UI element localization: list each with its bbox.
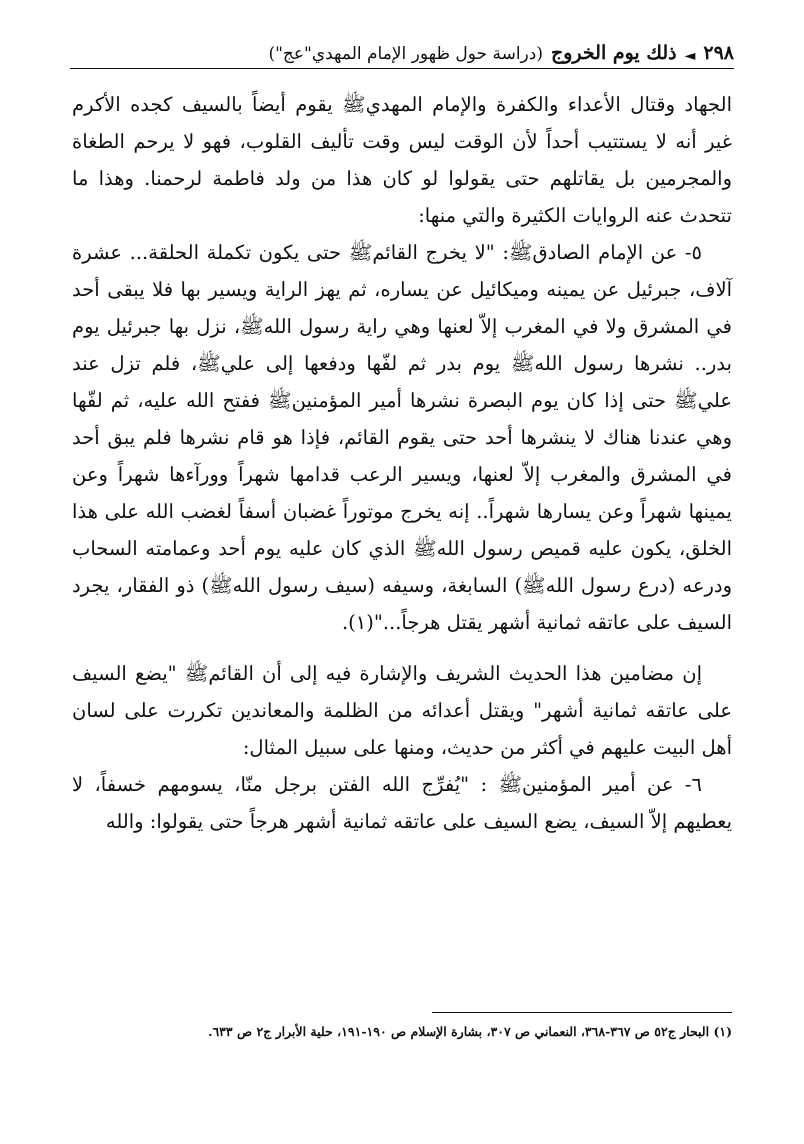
page-number: ٢٩٨ xyxy=(703,42,734,64)
paragraph-2: ٥- عن الإمام الصادقﷺ: "لا يخرج القائمﷺ حتى يكون تكملة الحلقة... عشرة آلاف، جبرئيل عن يمينه وميكائيل عن يساره، ثم يهز الراية ويسير بها فلا يبقى أحد في المشرق ولا في المغرب إلاّ لعنها وهي راية رسول اللهﷺ، نزل بها جبرئيل يوم بدر.. نشرها رسول اللهﷺ يوم بدر ثم لفّها ودفعها إلى عليﷺ، فلم تزل عند عليﷺ حتى إذا كان يوم البصرة نشرها أمير المؤمنينﷺ ففتح الله عليه، ثم لفّها وهي عندنا هناك لا ينشرها أحد حتى يقوم القائم، فإذا هو قام نشرها فلم يبق أحد في المشرق والمغرب إلاّ لعنها، ويسير الرعب قدامها شهراً وورآءها شهراً وعن يمينها شهراً وعن يسارها شهراً.. إنه يخرج موتوراً غضبان أسفاً لغضب الله على هذا الخلق، يكون عليه قميص رسول اللهﷺ الذي كان عليه يوم أحد وعمامته السحاب ودرعه (درع رسول اللهﷺ) السابغة، وسيفه (سيف رسول اللهﷺ) ذو الفقار، يجرد السيف على عاتقه ثمانية أشهر يقتل هرجاً..."(١). xyxy=(72,241,732,634)
book-title: ذلك يوم الخروج xyxy=(550,42,677,64)
running-header xyxy=(70,30,734,69)
paragraph-4: ٦- عن أمير المؤمنينﷺ : "يُفرِّج الله الفتن برجل منّا، يسومهم خسفاً، لا يعطيهم إلاّ السيف، يضع السيف على عاتقه ثمانية أشهر هرجاً حتى يقولوا: والله xyxy=(72,773,732,833)
footnote: (١) البحار ج٥٢ ص ٣٦٧-٣٦٨، النعماني ص ٣٠٧، بشارة الإسلام ص ١٩٠-١٩١، حلية الأبرار ج٢ ص ٦٣٣. xyxy=(208,1024,732,1039)
footnote-divider xyxy=(432,1012,732,1013)
paragraph-3: إن مضامين هذا الحديث الشريف والإشارة فيه إلى أن القائمﷺ "يضع السيف على عاتقه ثمانية أشهر" ويقتل أعدائه من الظلمة والمعاندين تكررت على لسان أهل البيت عليهم في أكثر من حديث، ومنها على سبيل المثال: xyxy=(72,662,732,759)
main-text xyxy=(72,86,732,840)
header-arrow-icon: ◄ xyxy=(684,48,696,64)
book-subtitle: (دراسة حول ظهور الإمام المهدي"عج") xyxy=(268,44,543,64)
paragraph-1: الجهاد وقتال الأعداء والكفرة والإمام المهديﷺ يقوم أيضاً بالسيف كجده الأكرم غير أنه لا يستتيب أحداً لأن الوقت ليس وقت تأليف القلوب، فهو لا يرحم الطغاة والمجرمين بل يقاتلهم حتى يقولوا لو كان هذا من ولد فاطمة لرحمنا. وهذا ما تتحدث عنه الروايات الكثيرة والتي منها: xyxy=(72,93,732,227)
